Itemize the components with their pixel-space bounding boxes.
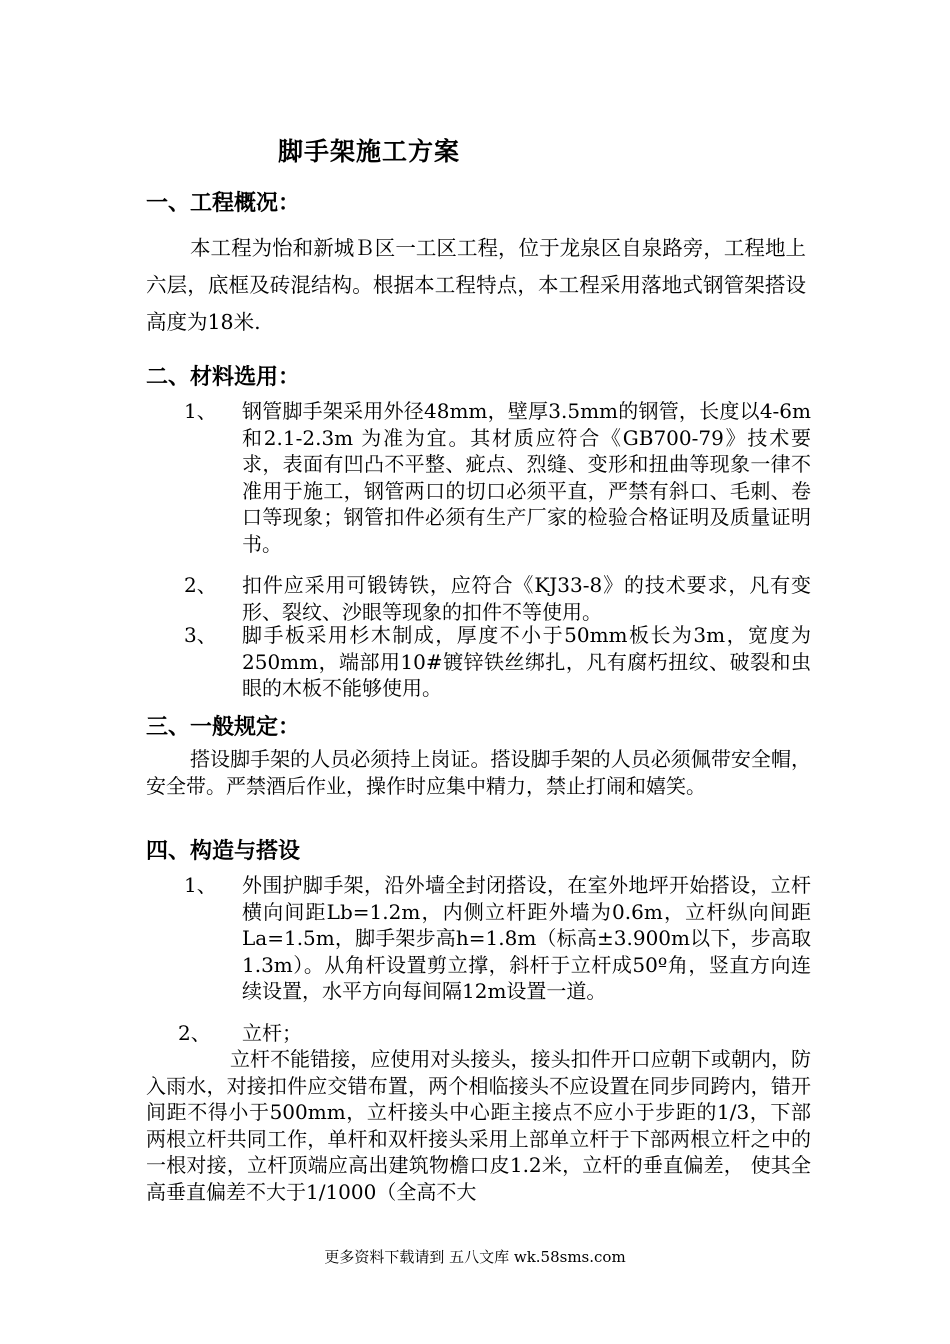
item-number: 1、 <box>184 873 217 897</box>
item-number: 3、 <box>184 623 217 647</box>
footer-text: 更多资料下载请到 五八文库 wk.58sms.com <box>324 1248 626 1266</box>
section-3-heading: 三、一般规定： <box>146 715 301 740</box>
item-text: 钢管脚手架采用外径48mm，壁厚3.5mm的钢管，长度以4-6m和2.1-2.3m 为准为宜。其材质应符合《GB700-79》技术要求，表面有凹凸不平整、疵点、烈缝、变形和扭曲等现象一律不准用于施工，钢管两口的切口必须平直，严禁有斜口、毛刺、卷口等现象；钢管扣件必须有生产厂家的检验合格证明及质量证明书。 <box>242 399 811 556</box>
section-2-item-3 <box>146 622 811 702</box>
section-1-heading: 一、工程概况： <box>146 191 301 216</box>
section-2-heading: 二、材料选用： <box>146 365 301 390</box>
item-number: 2、 <box>178 1021 211 1045</box>
section-4-paragraph: 立杆不能错接，应使用对头接头，接头扣件开口应朝下或朝内，防入雨水，对接扣件应交错布置，两个相临接头不应设置在同步同跨内，错开间距不得小于500mm，立杆接头中心距主接点不应小于步距的1/3，下部两根立杆共同工作，单杆和双杆接头采用上部单立杆于下部两根立杆之中的一根对接，立杆顶端应高出建筑物檐口皮1.2米，立杆的垂直偏差， 使其全高垂直偏差不大于1/1000（全高不大 <box>146 1047 811 1204</box>
document-title: 脚手架施工方案 <box>278 137 461 166</box>
section-4-item-2 <box>146 1020 811 1047</box>
item-text: 外围护脚手架，沿外墙全封闭搭设，在室外地坪开始搭设，立杆横向间距Lb=1.2m，内侧立杆距外墙为0.6m，立杆纵向间距La=1.5m，脚手架步高h=1.8m（标高±3.900m以下，步高取1.3m）。从角杆设置剪立撑，斜杆于立杆成50º角，竖直方向连续设置，水平方向每间隔12m设置一道。 <box>242 873 811 1003</box>
section-2-item-2 <box>146 572 811 625</box>
item-text: 立杆； <box>242 1021 302 1045</box>
item-text: 脚手板采用杉木制成，厚度不小于50mm板长为3m，宽度为250mm，端部用10#镀锌铁丝绑扎，凡有腐朽扭纹、破裂和虫眼的木板不能够使用。 <box>242 623 811 700</box>
section-4-item-1 <box>146 872 811 1005</box>
item-text: 扣件应采用可锻铸铁，应符合《KJ33-8》的技术要求，凡有变形、裂纹、沙眼等现象的扣件不等使用。 <box>242 573 811 624</box>
section-3-paragraph: 搭设脚手架的人员必须持上岗证。搭设脚手架的人员必须佩带安全帽，安全带。严禁酒后作业，操作时应集中精力，禁止打闹和嬉笑。 <box>146 747 811 798</box>
item-number: 1、 <box>184 399 217 423</box>
item-number: 2、 <box>184 573 217 597</box>
section-4-heading: 四、构造与搭设 <box>146 839 301 864</box>
section-2-item-1 <box>146 398 811 557</box>
section-1-paragraph: 本工程为怡和新城Ｂ区一工区工程，位于龙泉区自泉路旁，工程地上六层，底框及砖混结构。根据本工程特点，本工程采用落地式钢管架搭设高度为18米. <box>146 236 806 334</box>
